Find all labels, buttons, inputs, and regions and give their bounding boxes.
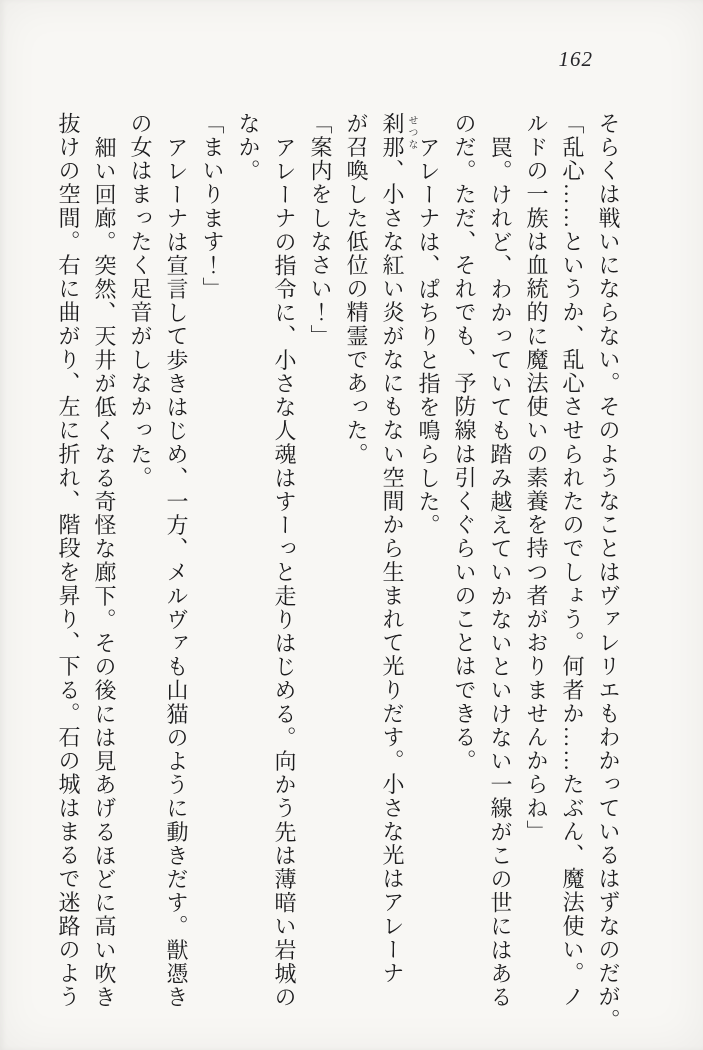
text-column: 「まいります！」 <box>200 112 225 301</box>
text-column: 細い回廊。突然、天井が低くなる奇怪な廊下。その後には見あげるほどに高い吹き <box>92 136 117 1010</box>
text-column: アレーナの指令に、小さな人魂はすーっと走りはじめる。向かう先は薄暗い岩城の <box>272 136 297 1010</box>
text-column: が召喚した低位の精霊であった。 <box>344 112 369 466</box>
text-column: 「案内をしなさい！」 <box>308 112 333 348</box>
text-column: 「乱心……というか、乱心させられたのでしょう。何者か……たぶん、魔法使い。ノ <box>560 112 585 1009</box>
text-column: そらくは戦いにならない。そのようなことはヴァレリエもわかっているはずなのだが。 <box>596 112 621 1033</box>
text-column: 罠。けれど、わかっていても踏み越えていかないといけない一線がこの世にはある <box>488 136 513 1010</box>
page-number: 162 <box>558 47 593 71</box>
text-column: の女はまったく足音がしなかった。 <box>128 112 153 490</box>
vertical-text-block <box>50 112 626 1038</box>
text-column: なか。 <box>236 112 261 183</box>
text-column: 抜けの空間。右に曲がり、左に折れ、階段を昇り、下る。石の城はまるで迷路のよう <box>56 112 81 1009</box>
text-column: アレーナは、ぱちりと指を鳴らした。 <box>416 136 441 538</box>
text-column: 刹那、小さな紅い炎がなにもない空間から生まれて光りだす。小さな光はアレーナ <box>380 112 405 986</box>
text-column: のだ。ただ、それでも、予防線は引くぐらいのことはできる。 <box>452 112 477 773</box>
text-column: ルドの一族は血統的に魔法使いの素養を持つ者がおりませんからね」 <box>524 112 549 844</box>
furigana-setsuna: せつな <box>406 115 417 151</box>
text-column: アレーナは宣言して歩きはじめ、一方、メルヴァも山猫のように動きだす。獣憑き <box>164 136 189 1010</box>
